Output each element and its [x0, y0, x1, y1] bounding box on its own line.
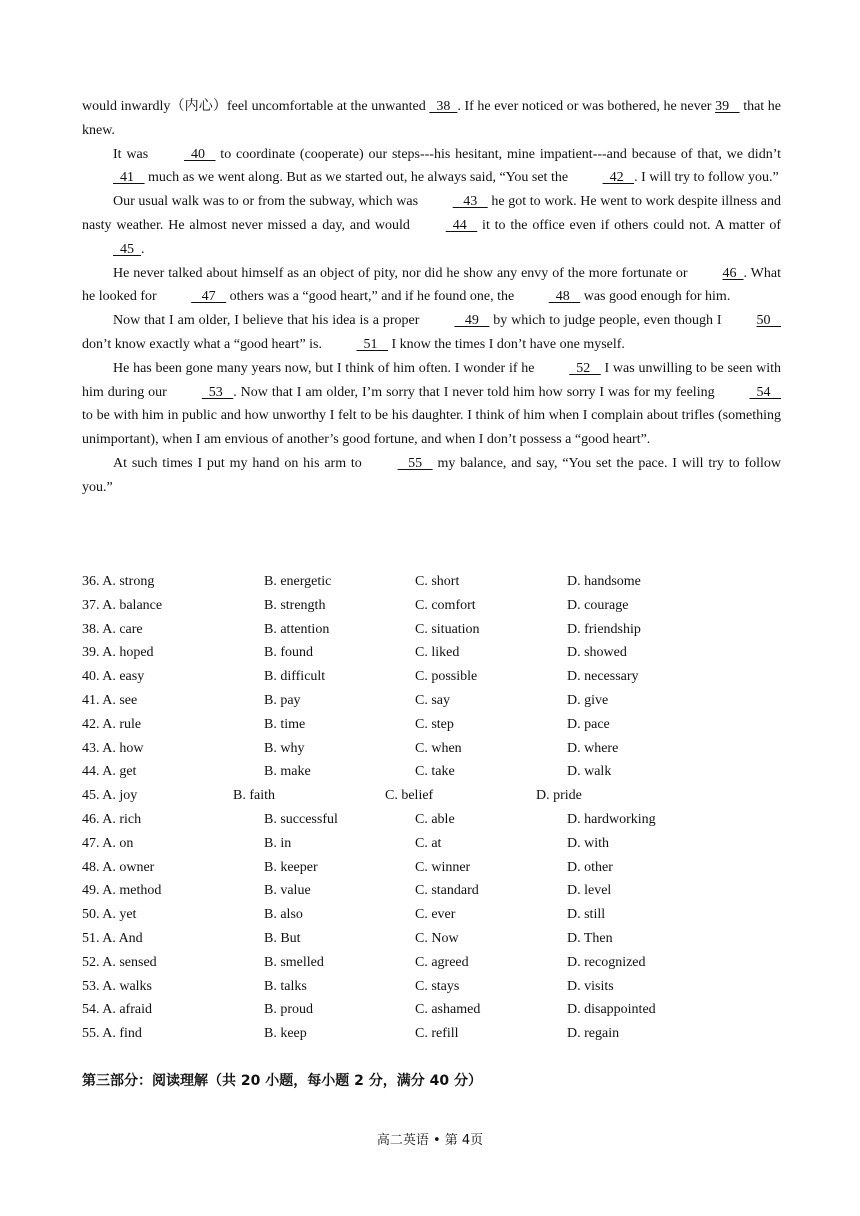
option-a: 48. A. owner — [82, 859, 155, 875]
passage-text: . Now that I am older, I’m sorry that I never told him how sorry I was for my feeling — [233, 384, 715, 400]
option-b: B. in — [264, 835, 292, 851]
question-row-39 — [82, 641, 781, 665]
passage-text: others was a “good heart,” and if he found one, the — [226, 289, 515, 305]
question-row-48 — [82, 856, 781, 880]
paragraph-5 — [82, 309, 781, 357]
passage-text: At such times I put my hand on his arm to — [113, 455, 362, 471]
blank-39: 39 — [715, 99, 740, 114]
option-d: D. courage — [567, 597, 629, 613]
question-row-52 — [82, 951, 781, 975]
blank-46: 46 — [722, 265, 744, 281]
blank-55: 55 — [397, 455, 433, 471]
option-b: B. attention — [264, 621, 330, 637]
blank-45: 45 — [113, 241, 141, 257]
option-d: D. level — [567, 883, 612, 899]
question-row-41 — [82, 689, 781, 713]
option-a: 53. A. walks — [82, 978, 152, 994]
passage-text: was good enough for him. — [580, 289, 731, 305]
passage-text: would inwardly（内心）feel uncomfortable at the unwanted — [82, 99, 426, 114]
option-b: B. strength — [264, 597, 326, 613]
blank-48: 48 — [548, 289, 581, 305]
option-a: 38. A. care — [82, 621, 143, 637]
option-b: B. difficult — [264, 669, 326, 685]
passage-text: to be with him in public and how unworthy I felt to be his daughter. I think of him when I complain about trifles (something unimportant), when I am envious of another’s good fortune, and when I don’t possess a “good heart”. — [82, 408, 781, 448]
option-a: 40. A. easy — [82, 669, 145, 685]
blank-49: 49 — [454, 313, 490, 329]
option-a: 37. A. balance — [82, 597, 163, 613]
option-d: D. disappointed — [567, 1002, 656, 1018]
question-row-50 — [82, 903, 781, 927]
option-c: C. ashamed — [415, 1002, 481, 1018]
passage-text: by which to judge people, even though I — [489, 313, 722, 329]
option-a: 42. A. rule — [82, 716, 142, 732]
passage-text: He never talked about himself as an object of pity, nor did he show any envy of the more fortunate or — [113, 265, 688, 281]
option-a: 54. A. afraid — [82, 1002, 152, 1018]
paragraph-4 — [82, 262, 781, 310]
option-b: B. found — [264, 645, 313, 661]
section-heading: 第三部分：阅读理解（共 20 小题，每小题 2 分，满分 40 分） — [82, 1073, 482, 1089]
option-b: B. proud — [264, 1002, 313, 1018]
cloze-passage — [82, 95, 781, 500]
question-row-49 — [82, 879, 781, 903]
option-a: 46. A. rich — [82, 811, 142, 827]
option-d: D. pace — [567, 716, 610, 732]
option-d: D. other — [567, 859, 613, 875]
option-d: D. hardworking — [567, 811, 656, 827]
option-a: 52. A. sensed — [82, 954, 157, 970]
question-row-44 — [82, 760, 781, 784]
question-row-51 — [82, 927, 781, 951]
option-c: C. at — [415, 835, 442, 851]
passage-text: much as we went along. But as we started out, he always said, “You set the — [144, 170, 569, 186]
paragraph-1 — [82, 95, 781, 143]
passage-text: my balance, and say, “You set the pace. I will try to follow you.” — [82, 455, 782, 495]
option-d: D. pride — [536, 788, 582, 804]
option-b: B. pay — [264, 692, 301, 708]
question-row-54 — [82, 998, 781, 1022]
option-a: 51. A. And — [82, 930, 143, 946]
option-c: C. winner — [415, 859, 471, 875]
option-b: B. value — [264, 883, 311, 899]
option-a: 45. A. joy — [82, 788, 138, 804]
option-c: C. Now — [415, 930, 459, 946]
passage-text: . I will try to follow you.” — [634, 170, 779, 186]
option-c: C. belief — [385, 788, 434, 804]
option-b: B. smelled — [264, 954, 324, 970]
option-b: B. energetic — [264, 574, 332, 589]
option-a: 49. A. method — [82, 883, 162, 899]
option-b: B. make — [264, 764, 311, 780]
option-c: C. say — [415, 692, 450, 708]
question-row-42 — [82, 713, 781, 737]
blank-41: 41 — [113, 170, 145, 186]
blank-52: 52 — [569, 360, 601, 376]
option-d: D. give — [567, 692, 609, 708]
option-c: C. able — [415, 811, 455, 827]
paragraph-3 — [82, 190, 781, 261]
option-a: 50. A. yet — [82, 907, 137, 923]
option-c: C. step — [415, 716, 454, 732]
paragraph-2 — [82, 143, 781, 191]
passage-text: Our usual walk was to or from the subway, which was — [113, 194, 419, 210]
option-b: B. talks — [264, 978, 307, 994]
option-c: C. stays — [415, 978, 460, 994]
blank-38: 38 — [429, 99, 458, 114]
option-c: C. short — [415, 574, 460, 589]
blank-40: 40 — [183, 146, 216, 162]
option-c: C. liked — [415, 645, 460, 661]
blank-50: 50 — [756, 313, 782, 329]
passage-text: it to the office even if others could not. A matter of — [477, 217, 781, 233]
question-row-53 — [82, 975, 781, 999]
option-c: C. situation — [415, 621, 480, 637]
option-d: D. regain — [567, 1026, 620, 1042]
passage-text: Now that I am older, I believe that his idea is a proper — [113, 313, 420, 329]
option-d: D. Then — [567, 930, 613, 946]
option-a: 44. A. get — [82, 764, 137, 780]
blank-51: 51 — [356, 336, 389, 352]
question-row-43 — [82, 737, 781, 761]
question-row-47 — [82, 832, 781, 856]
passage-text: I know the times I don’t have one myself. — [388, 336, 625, 352]
blank-53: 53 — [201, 384, 234, 400]
option-d: D. still — [567, 907, 606, 923]
option-c: C. agreed — [415, 954, 469, 970]
option-b: B. why — [264, 740, 305, 756]
option-c: C. refill — [415, 1026, 459, 1042]
blank-43: 43 — [452, 194, 488, 210]
passage-text: don’t know exactly what a “good heart” is. — [82, 336, 323, 352]
passage-text: . — [141, 241, 145, 257]
answer-options — [82, 570, 781, 1046]
question-row-46 — [82, 808, 781, 832]
option-d: D. visits — [567, 978, 614, 994]
passage-text: that he knew. — [82, 99, 782, 138]
option-c: C. ever — [415, 907, 456, 923]
blank-44: 44 — [445, 217, 478, 233]
option-d: D. with — [567, 835, 609, 851]
blank-54: 54 — [749, 384, 782, 400]
option-c: C. standard — [415, 883, 479, 899]
option-a: 41. A. see — [82, 692, 138, 708]
option-c: C. comfort — [415, 597, 476, 613]
passage-text: . If he ever noticed or was bothered, he never — [457, 99, 712, 114]
option-d: D. showed — [567, 645, 627, 661]
option-c: C. take — [415, 764, 455, 780]
option-a: 36. A. strong — [82, 574, 155, 589]
passage-text: he got to work. He went to work despite illness and nasty weather. He almost never missed a day, and would — [82, 194, 782, 233]
option-b: B. time — [264, 716, 306, 732]
passage-text: He has been gone many years now, but I think of him often. I wonder if he — [113, 360, 535, 376]
option-a: 47. A. on — [82, 835, 134, 851]
option-a: 55. A. find — [82, 1026, 142, 1042]
passage-text: I was unwilling to be seen with him during our — [82, 360, 781, 400]
blank-42: 42 — [602, 170, 635, 186]
option-b: B. successful — [264, 811, 338, 827]
page-footer: 高二英语 • 第 4页 — [376, 1133, 484, 1148]
option-d: D. handsome — [567, 574, 641, 589]
option-c: C. when — [415, 740, 462, 756]
option-a: 39. A. hoped — [82, 645, 154, 661]
option-b: B. also — [264, 907, 303, 923]
passage-text: It was — [113, 146, 149, 162]
option-d: D. recognized — [567, 954, 646, 970]
option-d: D. necessary — [567, 669, 639, 685]
option-d: D. where — [567, 740, 619, 756]
option-a: 43. A. how — [82, 740, 144, 756]
option-b: B. keeper — [264, 859, 318, 875]
question-row-40 — [82, 665, 781, 689]
question-row-36 — [82, 570, 781, 594]
option-c: C. possible — [415, 669, 478, 685]
blank-47: 47 — [191, 289, 227, 305]
option-d: D. friendship — [567, 621, 641, 637]
paragraph-6 — [82, 357, 781, 452]
option-b: B. But — [264, 930, 301, 946]
question-row-37 — [82, 594, 781, 618]
question-row-55 — [82, 1022, 781, 1046]
question-row-38 — [82, 618, 781, 642]
passage-text: to coordinate (cooperate) our steps---his hesitant, mine impatient---and because of that, we didn’t — [215, 146, 781, 162]
option-b: B. keep — [264, 1026, 307, 1042]
passage-text: . What he looked for — [82, 265, 781, 305]
question-row-45 — [82, 784, 781, 808]
paragraph-7 — [82, 452, 781, 500]
option-d: D. walk — [567, 764, 612, 780]
option-b: B. faith — [233, 788, 275, 804]
